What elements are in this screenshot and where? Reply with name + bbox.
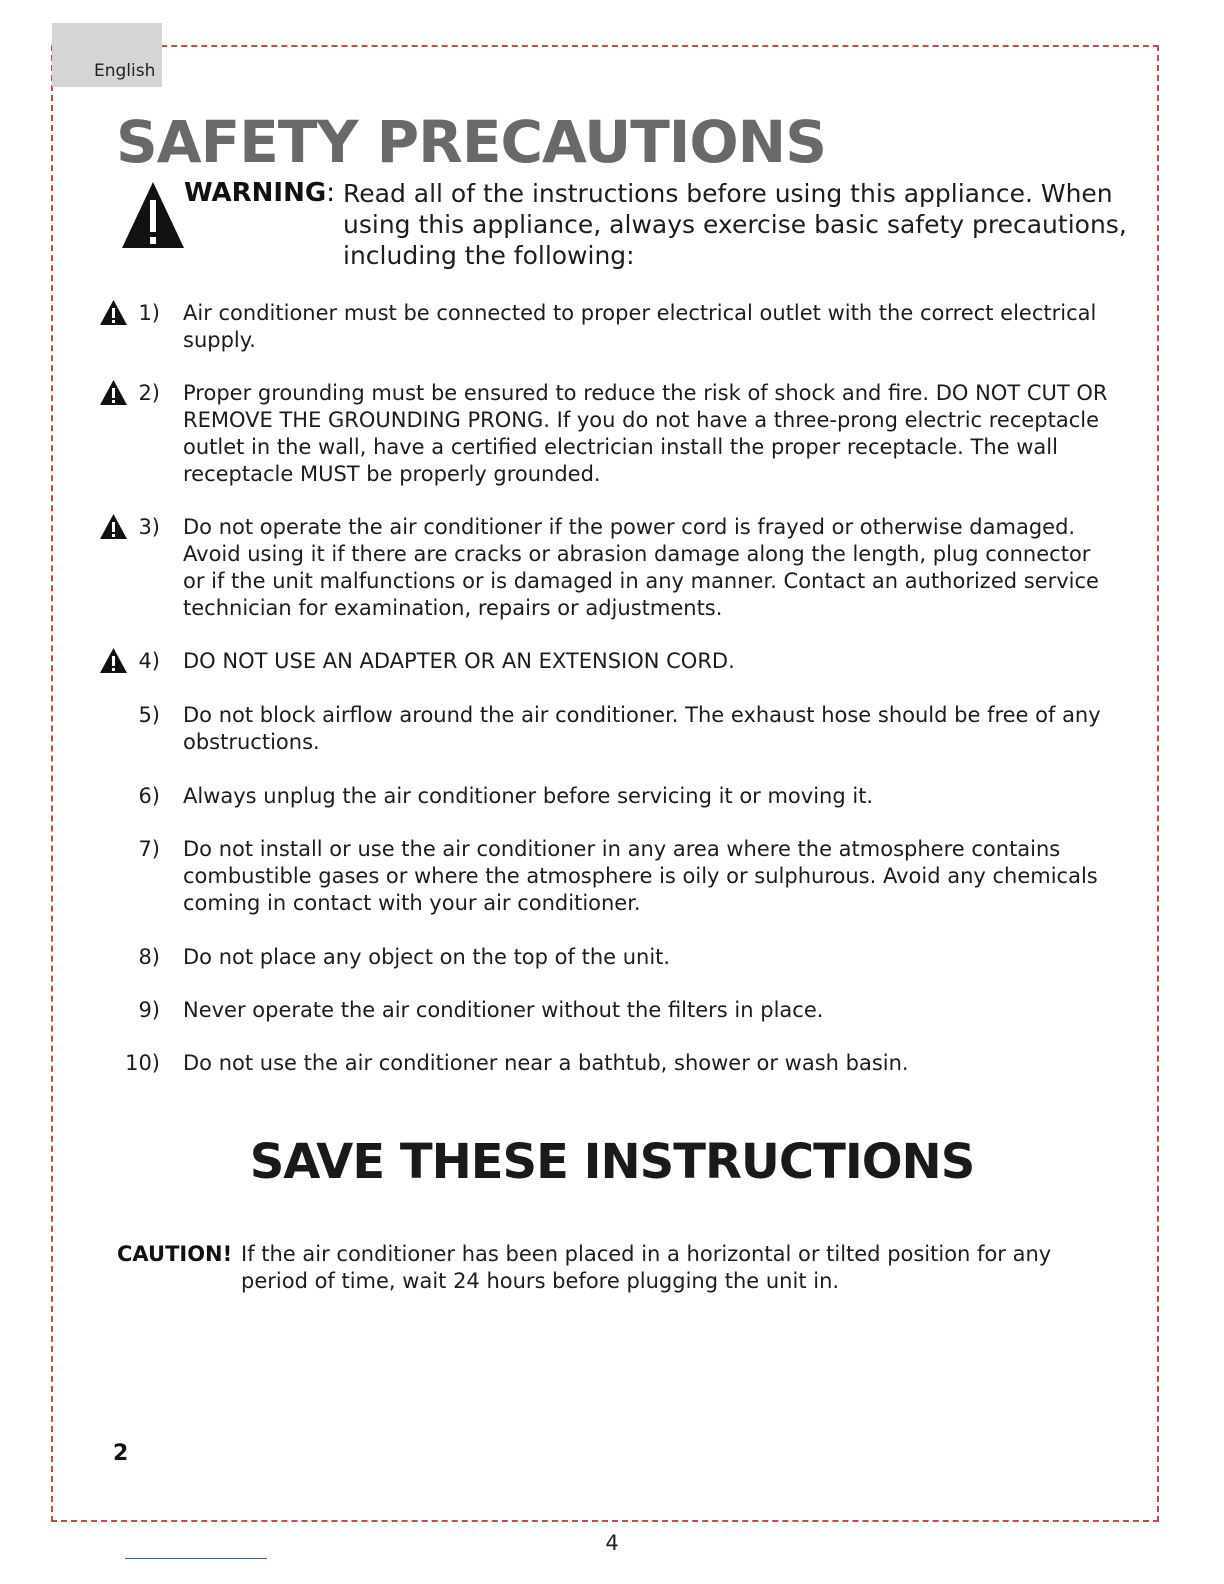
caution-text: If the air conditioner has been placed in a horizontal or tilted position for any period of time, wait 24 hours before plugging the unit in. xyxy=(241,1242,1052,1293)
item-number: 9) xyxy=(138,998,160,1022)
item-number: 4) xyxy=(138,649,160,673)
page-number: 2 xyxy=(113,1441,129,1466)
item-number: 10) xyxy=(125,1051,160,1075)
item-text: Do not place any object on the top of the unit. xyxy=(183,945,671,969)
item-text: DO NOT USE AN ADAPTER OR AN EXTENSION CORD. xyxy=(183,649,735,673)
language-label: English xyxy=(94,61,156,81)
item-number: 6) xyxy=(138,784,160,808)
item-text: Do not operate the air conditioner if the power cord is frayed or otherwise damaged. Avoid using it if there are cracks or abrasion damage along the length, plug connector or if the unit malfunctions or is damaged in any manner. Contact an authorized service technician for examination, repairs or adjustments. xyxy=(183,515,1099,620)
item-number: 3) xyxy=(138,515,160,539)
item-number: 8) xyxy=(138,945,160,969)
item-text: Do not block airflow around the air conditioner. The exhaust hose should be free of any obstructions. xyxy=(183,703,1101,754)
page-title: SAFETY PRECAUTIONS xyxy=(116,108,826,176)
warning-text: Read all of the instructions before using this appliance. When using this appliance, always exercise basic safety precautions, including the following: xyxy=(343,179,1127,270)
item-text: Do not install or use the air conditioner in any area where the atmosphere contains combustible gases or where the atmosphere is oily or sulphurous. Avoid any chemicals coming in contact with your air conditioner. xyxy=(183,837,1098,915)
item-number: 7) xyxy=(138,837,160,861)
item-number: 1) xyxy=(138,301,160,325)
warning-label: WARNING: xyxy=(184,178,335,208)
item-number: 5) xyxy=(138,703,160,727)
item-number: 2) xyxy=(138,381,160,405)
link-underline xyxy=(125,1558,267,1559)
warning-icon xyxy=(122,182,184,248)
save-instructions-heading: SAVE THESE INSTRUCTIONS xyxy=(249,1134,975,1190)
item-text: Do not use the air conditioner near a bathtub, shower or wash basin. xyxy=(183,1051,909,1075)
item-text: Never operate the air conditioner without the filters in place. xyxy=(183,998,824,1022)
item-text: Proper grounding must be ensured to reduce the risk of shock and fire. DO NOT CUT OR REMOVE THE GROUNDING PRONG. If you do not have a three-prong electric receptacle outlet in the wall, have a certified electrician install the proper receptacle. The wall receptacle MUST be properly grounded. xyxy=(183,381,1108,486)
item-text: Air conditioner must be connected to proper electrical outlet with the correct electrical supply. xyxy=(183,301,1097,352)
caution-label: CAUTION! xyxy=(117,1242,233,1266)
pdf-page-number: 4 xyxy=(605,1531,619,1555)
item-text: Always unplug the air conditioner before servicing it or moving it. xyxy=(183,784,874,808)
